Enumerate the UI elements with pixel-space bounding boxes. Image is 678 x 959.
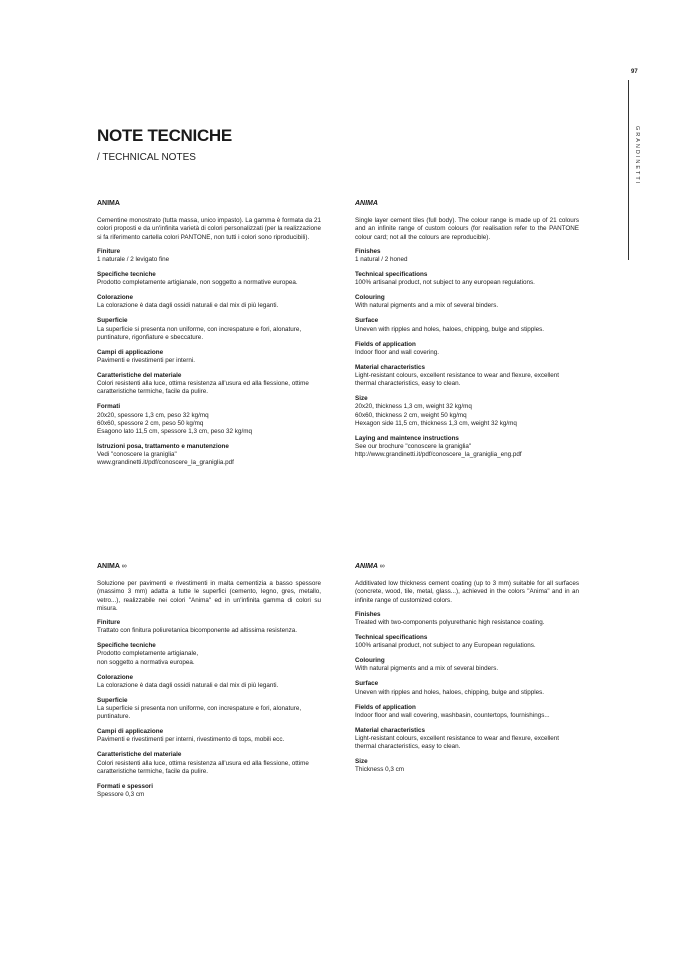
spec-body: La colorazione è data dagli ossidi naturali e dal mix di più leganti. bbox=[97, 681, 279, 689]
spec-body: Indoor floor and wall covering. bbox=[355, 348, 440, 356]
spec-block bbox=[355, 634, 579, 650]
spec-body: Uneven with ripples and holes, haloes, chipping, bulge and stipples. bbox=[355, 688, 545, 696]
spec-block bbox=[97, 751, 321, 776]
spec-heading: Size bbox=[355, 395, 368, 403]
spec-heading: Colouring bbox=[355, 657, 385, 665]
page-title: NOTE TECNICHE bbox=[97, 126, 232, 145]
page-number: 97 bbox=[631, 69, 638, 75]
section-heading: ANIMA bbox=[97, 200, 120, 207]
spec-body: 100% artisanal product, not subject to any european regulations. bbox=[355, 279, 535, 287]
spec-body: Indoor floor and wall covering, washbasin, countertops, fournishings... bbox=[355, 711, 550, 719]
spec-body: Vedi "conoscere la graniglia" www.grandinetti.it/pdf/conoscere_la_graniglia.pdf bbox=[97, 451, 234, 467]
spec-block bbox=[97, 248, 321, 264]
infinity-mark: ∞ bbox=[121, 563, 127, 570]
spec-block bbox=[97, 443, 321, 468]
infinity-mark: ∞ bbox=[379, 563, 385, 570]
spec-block bbox=[97, 783, 321, 799]
spec-body: Uneven with ripples and holes, haloes, chipping, bulge and stipples. bbox=[355, 325, 545, 333]
spec-block bbox=[355, 271, 579, 287]
page-subtitle: / TECHNICAL NOTES bbox=[97, 152, 196, 163]
spec-body: Spessore 0,3 cm bbox=[97, 791, 145, 799]
spec-heading: Formati e spessori bbox=[97, 782, 153, 790]
spec-heading: Caratteristiche del materiale bbox=[97, 751, 182, 759]
spec-body: Light-resistant colours, excellent resistance to wear and flexure, excellent thermal characteristics, easy to clean. bbox=[355, 735, 560, 751]
spec-block bbox=[355, 294, 579, 310]
spec-heading: Istruzioni posa, trattamento e manutenzione bbox=[97, 443, 229, 451]
spec-heading: Finiture bbox=[97, 619, 121, 627]
spec-heading: Colouring bbox=[355, 294, 385, 302]
spec-block bbox=[355, 704, 579, 720]
spec-body: Pavimenti e rivestimenti per interni. bbox=[97, 357, 195, 365]
spec-heading: Technical specifications bbox=[355, 271, 428, 279]
spec-body: 100% artisanal product, not subject to any European regulations. bbox=[355, 642, 536, 650]
spec-body: Colori resistenti alla luce, ottima resistenza all'usura ed alla flessione, ottime caratteristiche termiche, facile da pulire. bbox=[97, 380, 309, 396]
spec-heading: Finishes bbox=[355, 610, 381, 618]
spec-block bbox=[355, 248, 579, 264]
brand-vertical-label: GRANDINETTI bbox=[634, 126, 640, 186]
spec-heading: Specifiche tecniche bbox=[97, 642, 156, 650]
spec-heading: Superficie bbox=[97, 696, 128, 704]
spec-body: La superficie si presenta non uniforme, con increspature e fori, alonature, puntinature. bbox=[97, 705, 302, 721]
spec-heading: Campi di applicazione bbox=[97, 348, 164, 356]
spec-block bbox=[97, 317, 321, 342]
spec-body: With natural pigments and a mix of several binders. bbox=[355, 302, 499, 310]
spec-block bbox=[355, 395, 579, 428]
vertical-divider bbox=[628, 80, 629, 260]
spec-block bbox=[355, 680, 579, 696]
spec-heading: Fields of application bbox=[355, 703, 416, 711]
section-intro: Soluzione per pavimenti e rivestimenti in malta cementizia a basso spessore (massimo 3 mm) adatta a tutte le superfici (cemento, legno, gres, metallo, vetro...), realizzabile nei colori "Anima" ed in un'infinita gamma di colori su misura. bbox=[97, 580, 321, 612]
spec-body: Trattato con finitura poliuretanica bicomponente ad altissima resistenza. bbox=[97, 627, 297, 635]
spec-block bbox=[97, 372, 321, 397]
spec-block bbox=[355, 657, 579, 673]
section-heading: ANIMA ∞ bbox=[355, 563, 385, 570]
spec-body: La colorazione è data dagli ossidi naturali e dal mix di più leganti. bbox=[97, 302, 279, 310]
spec-block bbox=[355, 727, 579, 752]
spec-body: 20x20, thickness 1,3 cm, weight 32 kg/mq 60x60, thickness 2 cm, weight 50 kg/mq Hexagon side 11,5 cm, thickness 1,3 cm, weight 32 kg/mq bbox=[355, 403, 517, 427]
spec-body: Light-resistant colours, excellent resistance to wear and flexure, excellent thermal characteristics, easy to clean. bbox=[355, 372, 560, 388]
spec-block bbox=[97, 674, 321, 690]
spec-heading: Technical specifications bbox=[355, 634, 428, 642]
section-intro: Additivated low thickness cement coating (up to 3 mm) suitable for all surfaces (concrete, wood, tile, metal, glass...), achieved in the colors "Anima" and in an infinite range of customized colors. bbox=[355, 580, 579, 604]
spec-heading: Campi di applicazione bbox=[97, 728, 164, 736]
spec-block bbox=[97, 619, 321, 635]
spec-heading: Formati bbox=[97, 403, 121, 411]
section-heading: ANIMA bbox=[355, 200, 378, 207]
spec-heading: Surface bbox=[355, 680, 379, 688]
spec-block bbox=[97, 728, 321, 744]
section-anima-infinity-it bbox=[97, 563, 321, 806]
spec-block bbox=[97, 349, 321, 365]
spec-body: 1 naturale / 2 levigato fine bbox=[97, 256, 170, 264]
section-anima-it bbox=[97, 200, 321, 474]
spec-heading: Colorazione bbox=[97, 673, 134, 681]
spec-body: Colori resistenti alla luce, ottima resistenza all'usura ed alla flessione, ottime caratteristiche termiche, facile da pulire. bbox=[97, 759, 309, 775]
spec-heading: Laying and maintence instructions bbox=[355, 434, 459, 442]
spec-body: 20x20, spessore 1,3 cm, peso 32 kg/mq 60x60, spessore 2 cm, peso 50 kg/mq Esagono lato 11,5 cm, spessore 1,3 cm, peso 32 kg/mq bbox=[97, 411, 252, 436]
spec-body: Prodotto completamente artigianale, non soggetto a normativa europea. bbox=[97, 650, 199, 666]
spec-heading: Finiture bbox=[97, 247, 121, 255]
spec-block bbox=[355, 611, 579, 627]
spec-heading: Colorazione bbox=[97, 294, 134, 302]
section-anima-en bbox=[355, 200, 579, 466]
spec-block bbox=[97, 271, 321, 287]
spec-block bbox=[97, 642, 321, 667]
spec-heading: Specifiche tecniche bbox=[97, 271, 156, 279]
spec-body: Treated with two-components polyurethanic high resistance coating. bbox=[355, 619, 545, 627]
spec-heading: Surface bbox=[355, 317, 379, 325]
spec-body: See our brochure "conoscere la graniglia" http://www.grandinetti.it/pdf/conoscere_la_graniglia_eng.pdf bbox=[355, 443, 522, 459]
spec-block bbox=[355, 317, 579, 333]
spec-body: La superficie si presenta non uniforme, con increspature e fori, alonature, puntinature, rigonfiature e sbeccature. bbox=[97, 325, 302, 341]
section-anima-infinity-en bbox=[355, 563, 579, 781]
spec-block bbox=[355, 758, 579, 774]
section-heading: ANIMA ∞ bbox=[97, 563, 127, 570]
spec-body: With natural pigments and a mix of several binders. bbox=[355, 665, 499, 673]
section-intro: Single layer cement tiles (full body). The colour range is made up of 21 colours and an infinite range of custom colours (for realisation refer to the PANTONE colour card; not all the colours are reproducible). bbox=[355, 217, 579, 241]
section-intro: Cementine monostrato (tutta massa, unico impasto). La gamma è formata da 21 colori proposti e da un'infinita varietà di colori personalizzati (per la realizzazione si fa riferimento cartella colori PANTONE, non tutti i colori sono riproducibili). bbox=[97, 217, 321, 241]
spec-block bbox=[97, 697, 321, 722]
spec-body: Prodotto completamente artigianale, non soggetto a normative europea. bbox=[97, 279, 298, 287]
spec-body: Pavimenti e rivestimenti per interni, rivestimento di tops, mobili ecc. bbox=[97, 736, 285, 744]
spec-block bbox=[97, 403, 321, 436]
spec-body: Thickness 0,3 cm bbox=[355, 766, 404, 774]
spec-heading: Caratteristiche del materiale bbox=[97, 372, 182, 380]
spec-heading: Fields of application bbox=[355, 340, 416, 348]
spec-heading: Size bbox=[355, 758, 368, 766]
spec-block bbox=[97, 294, 321, 310]
spec-body: 1 natural / 2 honed bbox=[355, 256, 408, 264]
spec-heading: Material characteristics bbox=[355, 363, 426, 371]
spec-heading: Finishes bbox=[355, 247, 381, 255]
spec-block bbox=[355, 364, 579, 389]
spec-block bbox=[355, 435, 579, 460]
spec-block bbox=[355, 341, 579, 357]
spec-heading: Superficie bbox=[97, 317, 128, 325]
spec-heading: Material characteristics bbox=[355, 726, 426, 734]
